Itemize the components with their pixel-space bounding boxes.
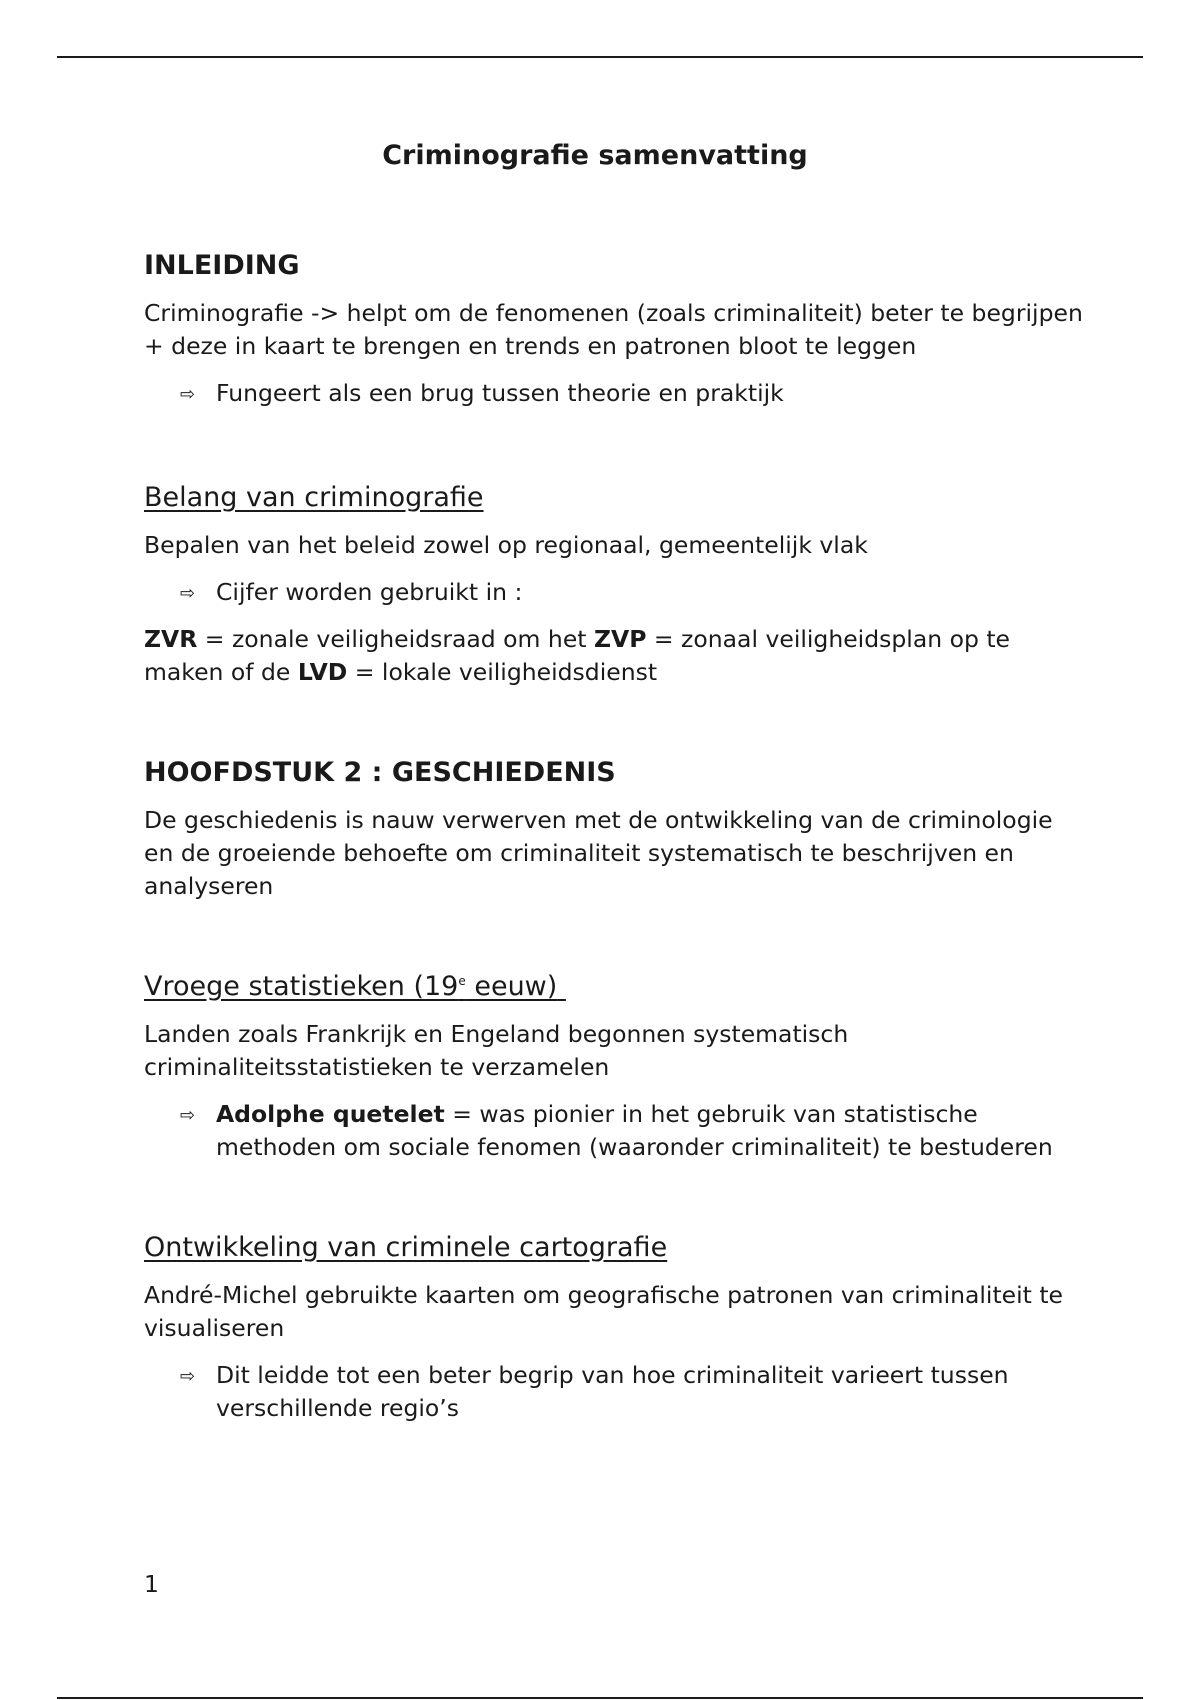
paragraph-inleiding: Criminografie -> helpt om de fenomenen (zoals criminaliteit) beter te begrijpen + deze in kaart te brengen en trends en patronen bloot te leggen bbox=[144, 299, 1083, 360]
bullet-belang bbox=[144, 576, 1084, 609]
term-zvp: ZVP bbox=[593, 625, 647, 653]
section-heading-hoofdstuk-2: HOOFDSTUK 2 : GESCHIEDENIS bbox=[144, 757, 616, 788]
bullet-inleiding bbox=[144, 377, 1084, 410]
arrow-right-icon: ⇨ bbox=[180, 1366, 196, 1387]
arrow-right-icon: ⇨ bbox=[180, 583, 196, 604]
subsection-heading-cartografie: Ontwikkeling van criminele cartografie bbox=[144, 1232, 668, 1263]
bullet-quetelet bbox=[144, 1098, 1084, 1164]
bullet-text: Dit leidde tot een beter begrip van hoe criminaliteit varieert tussen verschillende regio’s bbox=[216, 1361, 1009, 1422]
subsection-heading-vroege-statistieken: Vroege statistieken (19e eeuw) bbox=[144, 971, 558, 1002]
definition-zvr: = zonale veiligheidsraad om het bbox=[197, 625, 594, 653]
paragraph-geschiedenis: De geschiedenis is nauw verwerven met de ontwikkeling van de criminologie en de groeiende behoefte om criminaliteit systematisch te beschrijven en analyseren bbox=[144, 806, 1053, 900]
section-heading-inleiding: INLEIDING bbox=[144, 250, 300, 281]
subsection-heading-belang: Belang van criminografie bbox=[144, 482, 484, 513]
header-rule bbox=[57, 56, 1143, 58]
page-number: 1 bbox=[144, 1570, 159, 1598]
footer-rule bbox=[57, 1697, 1143, 1699]
term-zvr: ZVR bbox=[144, 625, 198, 653]
bullet-text: Fungeert als een brug tussen theorie en praktijk bbox=[216, 379, 784, 407]
bullet-text: = was pionier in het gebruik van statistische methoden om sociale fenomen (waaronder criminaliteit) te bestuderen bbox=[216, 1100, 1053, 1161]
paragraph-belang: Bepalen van het beleid zowel op regionaal, gemeentelijk vlak bbox=[144, 531, 868, 559]
arrow-right-icon: ⇨ bbox=[180, 1105, 196, 1126]
definition-lvd: = lokale veiligheidsdienst bbox=[347, 658, 658, 686]
bullet-text: Cijfer worden gebruikt in : bbox=[216, 578, 523, 606]
term-lvd: LVD bbox=[297, 658, 348, 686]
bullet-cartografie bbox=[144, 1359, 1084, 1425]
paragraph-cartografie: André-Michel gebruikte kaarten om geografische patronen van criminaliteit te visualiseren bbox=[144, 1281, 1064, 1342]
arrow-right-icon: ⇨ bbox=[180, 384, 196, 405]
paragraph-vroege: Landen zoals Frankrijk en Engeland begonnen systematisch criminaliteitsstatistieken te verzamelen bbox=[144, 1020, 849, 1081]
definition-zvp: = zonaal veiligheidsplan op te maken of de bbox=[144, 625, 1011, 686]
paragraph-abbreviations bbox=[144, 623, 1084, 689]
document-title: Criminografie samenvatting bbox=[382, 140, 808, 171]
document-body bbox=[144, 248, 1084, 1439]
term-quetelet: Adolphe quetelet bbox=[216, 1100, 445, 1128]
